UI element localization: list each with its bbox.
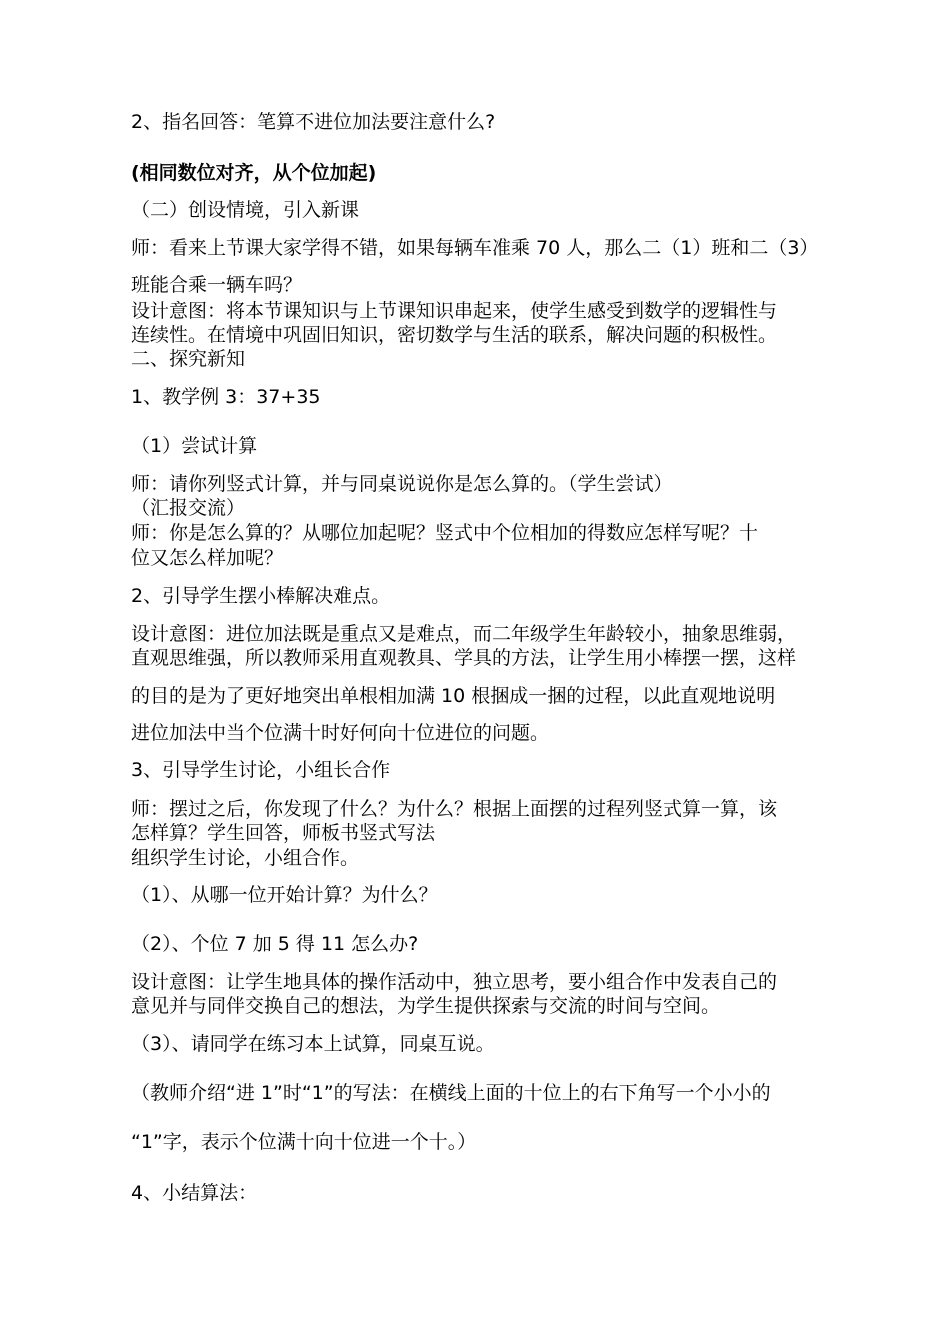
text-line: 意见并与同伴交换自己的想法，为学生提供探索与交流的时间与空间。 — [131, 995, 721, 1017]
text-line: 3、引导学生讨论，小组长合作 — [131, 759, 391, 781]
text-line: 师：摆过之后，你发现了什么？为什么？根据上面摆的过程列竖式算一算，该 — [131, 798, 778, 820]
text-line: “1”字，表示个位满十向十位进一个十。） — [131, 1131, 477, 1153]
text-line: （3）、请同学在练习本上试算，同桌互说。 — [131, 1033, 495, 1055]
text-line: （二）创设情境，引入新课 — [131, 199, 360, 221]
text-line: 师：请你列竖式计算，并与同桌说说你是怎么算的。（学生尝试） — [131, 473, 673, 495]
text-line: （1）尝试计算 — [131, 435, 258, 457]
text-line: 2、引导学生摆小棒解决难点。 — [131, 585, 391, 607]
text-line: 设计意图：将本节课知识与上节课知识串起来，使学生感受到数学的逻辑性与 — [131, 300, 778, 322]
text-line: 1、教学例 3：37+35 — [131, 386, 321, 408]
text-line: （2）、个位 7 加 5 得 11 怎么办? — [131, 933, 419, 955]
text-line: 连续性。在情境中巩固旧知识，密切数学与生活的联系，解决问题的积极性。 — [131, 324, 778, 346]
text-line: 班能合乘一辆车吗？ — [131, 274, 303, 296]
text-line-bold: (相同数位对齐，从个位加起) — [131, 162, 377, 184]
text-line: （1）、从哪一位开始计算？为什么？ — [131, 884, 438, 906]
text-line: 师：你是怎么算的？从哪位加起呢？竖式中个位相加的得数应怎样写呢？十 — [131, 522, 759, 544]
text-line: 的目的是为了更好地突出单根相加满 10 根捆成一捆的过程，以此直观地说明 — [131, 685, 776, 707]
text-line: 设计意图：进位加法既是重点又是难点，而二年级学生年龄较小，抽象思维弱， — [131, 623, 797, 645]
text-line: 进位加法中当个位满十时好何向十位进位的问题。 — [131, 722, 550, 744]
text-line: 4、小结算法： — [131, 1182, 258, 1204]
text-line: （汇报交流） — [131, 497, 246, 519]
text-line: 怎样算？学生回答，师板书竖式写法 — [131, 822, 436, 844]
text-line: 2、指名回答：笔算不进位加法要注意什么? — [131, 111, 496, 133]
text-line: 组织学生讨论，小组合作。 — [131, 847, 360, 869]
text-line: 师：看来上节课大家学得不错，如果每辆车准乘 70 人，那么二（1）班和二（3） — [131, 237, 819, 259]
section-heading: 二、探究新知 — [131, 348, 246, 370]
text-line: 位又怎么样加呢？ — [131, 547, 284, 569]
text-line: 设计意图：让学生地具体的操作活动中，独立思考，要小组合作中发表自己的 — [131, 971, 778, 993]
text-line: （教师介绍“进 1”时“1”的写法：在横线上面的十位上的右下角写一个小小的 — [131, 1082, 771, 1104]
text-line: 直观思维强，所以教师采用直观教具、学具的方法，让学生用小棒摆一摆，这样 — [131, 647, 797, 669]
